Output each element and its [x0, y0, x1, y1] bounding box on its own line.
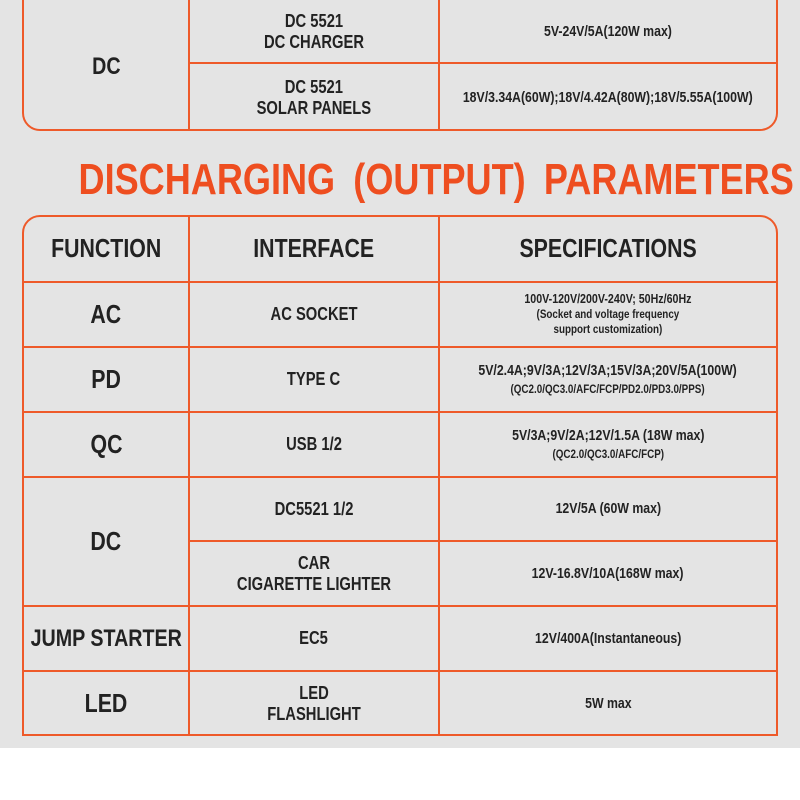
function-jump-starter: JUMP STARTER — [30, 624, 182, 652]
spec-dc5521: 12V/5A (60W max) — [555, 500, 661, 518]
interface-solar: DC 5521 SOLAR PANELS — [256, 76, 372, 118]
interface-car-lighter: CAR CIGARETTE LIGHTER — [236, 552, 392, 594]
header-interface: INTERFACE — [253, 233, 375, 264]
interface-ac: AC SOCKET — [270, 304, 358, 325]
function-dc: DC — [91, 52, 121, 80]
header-specifications: SPECIFICATIONS — [519, 233, 697, 264]
interface-dc5521: DC5521 1/2 — [274, 498, 354, 519]
function-ac: AC — [90, 298, 122, 329]
spec-pd: 5V/2.4A;9V/3A;12V/3A;15V/3A;20V/5A(100W) (QC2.0/QC3.0/AFC/FCP/PD2.0/PD3.0/PPS) — [478, 362, 738, 396]
interface-ec5: EC5 — [299, 628, 329, 649]
spec-ac: 100V-120V/200V-240V; 50Hz/60Hz (Socket and voltage frequency support customization) — [524, 291, 692, 336]
interface-led: LED FLASHLIGHT — [267, 683, 361, 724]
output-table — [22, 215, 778, 736]
section-title: DISCHARGING (OUTPUT) PARAMETERS — [78, 155, 794, 204]
header-function: FUNCTION — [50, 233, 162, 264]
function-pd: PD — [91, 363, 121, 394]
spec-qc: 5V/3A;9V/2A;12V/1.5A (18W max) (QC2.0/QC3.0/AFC/FCP) — [511, 427, 705, 461]
spec-solar: 18V/3.34A(60W);18V/4.42A(80W);18V/5.55A(100W) — [463, 88, 753, 106]
charging-table — [22, 0, 778, 131]
function-led: LED — [84, 688, 128, 719]
function-dc-out: DC — [90, 525, 122, 556]
spec-dc-charger: 5V-24V/5A(120W max) — [544, 23, 672, 41]
interface-dc-charger: DC 5521 DC CHARGER — [263, 11, 365, 52]
spec-car-lighter: 12V-16.8V/10A(168W max) — [532, 564, 684, 582]
spec-led: 5W max — [584, 695, 632, 713]
interface-qc: USB 1/2 — [286, 434, 342, 455]
spec-jump: 12V/400A(Instantaneous) — [534, 629, 682, 647]
function-qc: QC — [90, 428, 122, 459]
interface-pd: TYPE C — [287, 369, 341, 390]
